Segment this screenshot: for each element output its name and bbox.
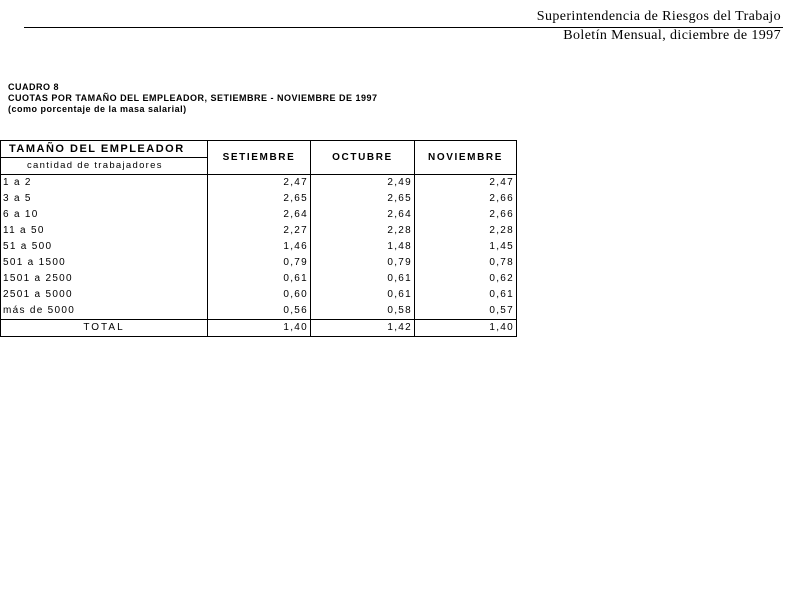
table-row: [1, 303, 517, 320]
cell-value: 2,28: [415, 223, 517, 239]
header-subtitle: Boletín Mensual, diciembre de 1997: [563, 28, 781, 43]
table-row: [1, 207, 517, 223]
row-label: 1501 a 2500: [1, 271, 208, 287]
cell-value: 0,61: [208, 271, 311, 287]
cell-value: 2,64: [208, 207, 311, 223]
cell-value: 0,56: [208, 303, 311, 320]
column-subheader-worker-count: cantidad de trabajadores: [1, 158, 208, 175]
cell-value: 0,79: [311, 255, 415, 271]
total-value: 1,42: [311, 320, 415, 337]
row-label: 3 a 5: [1, 191, 208, 207]
row-label: 501 a 1500: [1, 255, 208, 271]
cell-value: 1,45: [415, 239, 517, 255]
caption-table-title: CUOTAS POR TAMAÑO DEL EMPLEADOR, SETIEMBRE - NOVIEMBRE DE 1997: [8, 93, 378, 103]
cell-value: 2,27: [208, 223, 311, 239]
table-body: [1, 175, 517, 320]
row-label: 51 a 500: [1, 239, 208, 255]
caption-table-number: CUADRO 8: [8, 82, 60, 92]
cell-value: 2,66: [415, 191, 517, 207]
cell-value: 0,57: [415, 303, 517, 320]
cell-value: 2,49: [311, 175, 415, 192]
cell-value: 2,65: [208, 191, 311, 207]
cell-value: 0,61: [415, 287, 517, 303]
row-label: 11 a 50: [1, 223, 208, 239]
cell-value: 1,48: [311, 239, 415, 255]
cell-value: 0,79: [208, 255, 311, 271]
row-label: 1 a 2: [1, 175, 208, 192]
cell-value: 2,66: [415, 207, 517, 223]
cell-value: 2,47: [208, 175, 311, 192]
table-row: [1, 255, 517, 271]
cell-value: 0,62: [415, 271, 517, 287]
row-label: más de 5000: [1, 303, 208, 320]
table-row: [1, 223, 517, 239]
cell-value: 0,78: [415, 255, 517, 271]
column-header-month: SETIEMBRE: [208, 141, 311, 175]
cell-value: 0,61: [311, 271, 415, 287]
cell-value: 0,61: [311, 287, 415, 303]
cell-value: 2,64: [311, 207, 415, 223]
total-value: 1,40: [208, 320, 311, 337]
row-label: 6 a 10: [1, 207, 208, 223]
column-header-employer-size: TAMAÑO DEL EMPLEADOR: [1, 141, 208, 158]
table-row: [1, 287, 517, 303]
cell-value: 2,47: [415, 175, 517, 192]
total-row: [1, 320, 517, 337]
table-row: [1, 175, 517, 192]
table-row: [1, 271, 517, 287]
table-caption: [8, 82, 378, 115]
total-label: TOTAL: [1, 320, 208, 337]
total-value: 1,40: [415, 320, 517, 337]
cell-value: 2,28: [311, 223, 415, 239]
row-label: 2501 a 5000: [1, 287, 208, 303]
column-header-month: NOVIEMBRE: [415, 141, 517, 175]
table-row: [1, 191, 517, 207]
header-title: Superintendencia de Riesgos del Trabajo: [536, 9, 781, 24]
cell-value: 2,65: [311, 191, 415, 207]
column-header-month: OCTUBRE: [311, 141, 415, 175]
table-row: [1, 239, 517, 255]
cell-value: 1,46: [208, 239, 311, 255]
data-table: [0, 140, 517, 337]
cell-value: 0,58: [311, 303, 415, 320]
cell-value: 0,60: [208, 287, 311, 303]
caption-table-note: (como porcentaje de la masa salarial): [8, 104, 187, 114]
